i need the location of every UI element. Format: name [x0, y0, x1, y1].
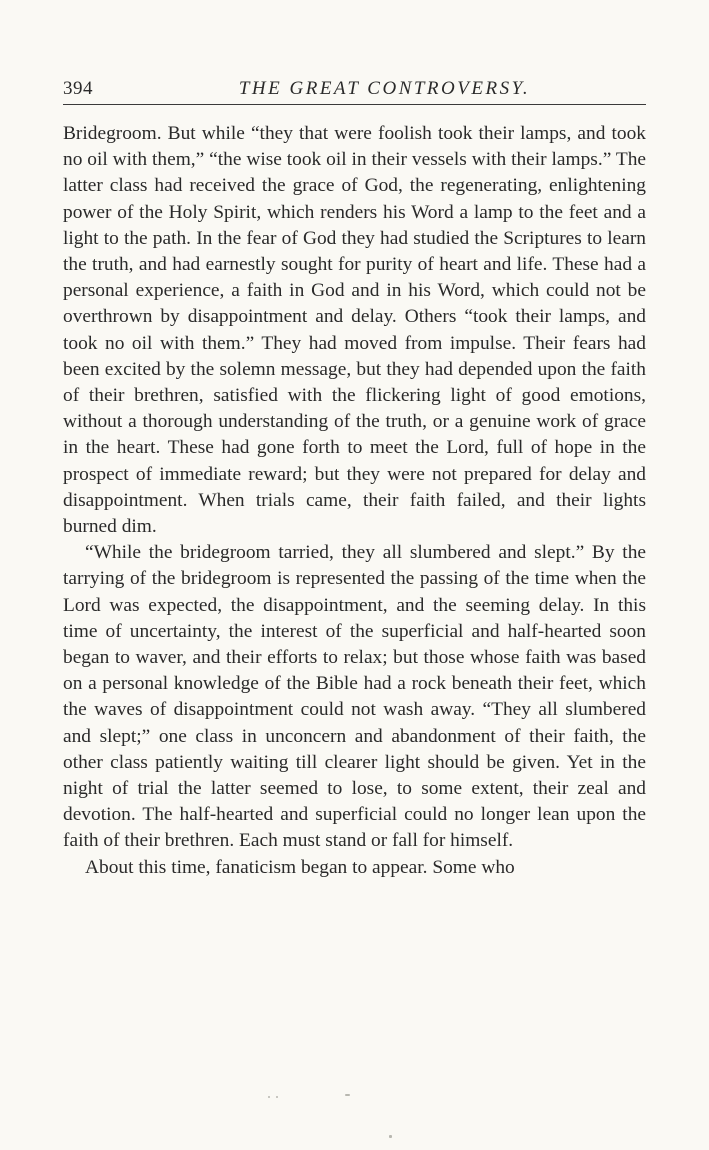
paragraph: About this time, fanaticism began to appear. Some who	[85, 856, 515, 878]
paragraph: Bridegroom. But while “they that were foolish took their lamps, and took no oil with them,” “the wise took oil in their vessels with their lamps.” The latter class had received the grace of God, the regenerating, enlightening power of the Holy Spirit, which renders his Word a lamp to the feet and a light to the path. In the fear of God they had studied the Scriptures to learn the truth, and had earnestly sought for purity of heart and life. These had a personal experience, a faith in God and in his Word, which could not be overthrown by disappointment and delay. Others “took their lamps, and took no oil with them.” They had moved from impulse. Their fears had been excited by the solemn message, but they had depended upon the faith of their brethren, satisfied with the flickering light of good emotions, without a thorough understanding of the truth, or a genuine work of grace in the heart. These had gone forth to meet the Lord, full of hope in the prospect of immediate reward; but they were not prepared for delay and disappointment. When trials came, their faith failed, and their lights burned dim.	[63, 123, 646, 538]
print-speck	[268, 1096, 270, 1098]
page-number: 394	[63, 78, 93, 99]
page-header	[63, 74, 646, 105]
print-speck	[276, 1096, 278, 1098]
print-speck	[389, 1135, 392, 1138]
body-text	[63, 121, 646, 881]
paragraph: “While the bridegroom tarried, they all slumbered and slept.” By the tarrying of the bridegroom is represented the passing of the time when the Lord was expected, the disappointment, and the seeming delay. In this time of uncertainty, the interest of the superficial and half-hearted soon began to waver, and their efforts to relax; but those whose faith was based on a personal knowledge of the Bible had a rock beneath their feet, which the waves of disappointment could not wash away. “They all slumbered and slept;” one class in unconcern and abandonment of their faith, the other class patiently waiting till clearer light should be given. Yet in the night of trial the latter seemed to lose, to some extent, their zeal and devotion. The half-hearted and superficial could no longer lean upon the faith of their brethren. Each must stand or fall for himself.	[63, 542, 646, 852]
print-speck	[345, 1094, 350, 1096]
running-title: THE GREAT CONTROVERSY.	[238, 78, 531, 99]
